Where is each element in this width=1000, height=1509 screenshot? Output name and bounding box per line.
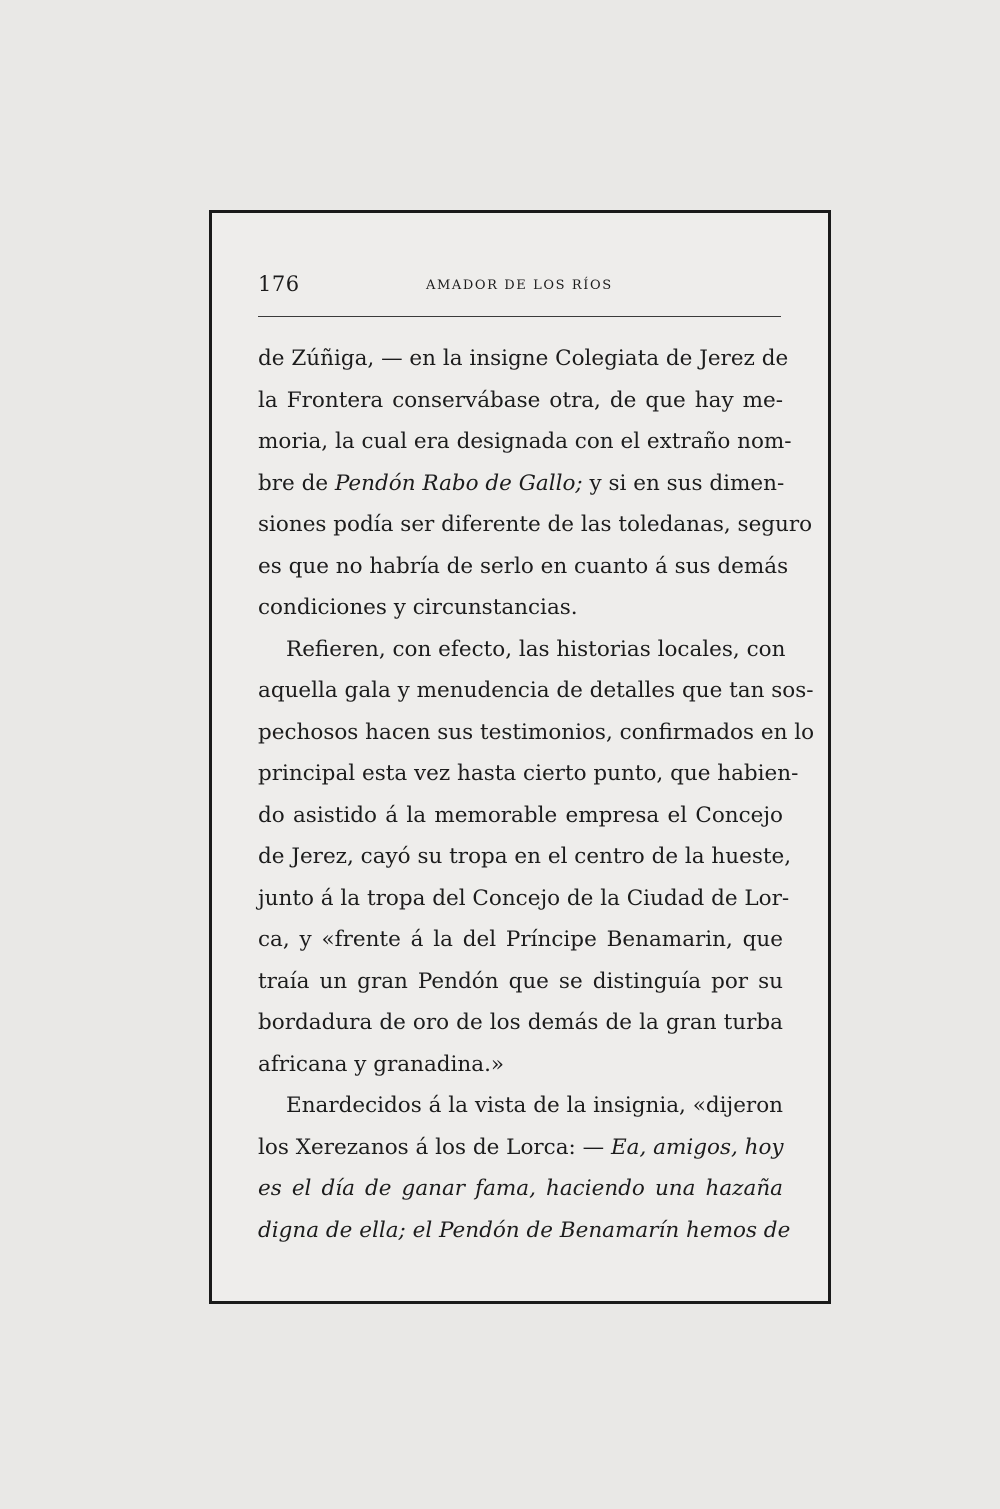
text-segment: y si en sus dimen- <box>582 470 785 496</box>
text-line: de Jerez, cayó su tropa en el centro de la hueste, <box>258 844 792 869</box>
text-line: condiciones y circunstancias. <box>258 595 578 620</box>
paragraph-first-line: Refieren, con efecto, las historias locales, con <box>286 636 786 662</box>
text-line <box>258 1127 783 1169</box>
text-line: moria, la cual era designada con el extraño nom- <box>258 429 792 454</box>
text-segment: los Xerezanos á los de Lorca: — <box>258 1134 611 1160</box>
header-rule <box>258 316 781 317</box>
text-line: junto á la tropa del Concejo de la Ciudad de Lor- <box>258 885 790 911</box>
running-title: AMADOR DE LOS RÍOS <box>426 278 613 293</box>
text-line: de Zúñiga, — en la insigne Colegiata de Jerez de <box>258 346 789 371</box>
italic-banner-name: Pendón Rabo de Gallo; <box>334 470 583 496</box>
text-line: ca, y «frente á la del Príncipe Benamarin, que <box>258 927 783 952</box>
paragraph-first-line: Enardecidos á la vista de la insignia, «dijeron <box>286 1093 783 1118</box>
page-number: 176 <box>258 272 300 296</box>
text-line: principal esta vez hasta cierto punto, que habien- <box>258 761 799 786</box>
text-line: siones podía ser diferente de las toledanas, seguro <box>258 512 813 537</box>
text-segment: bre de <box>258 470 335 496</box>
body-text <box>258 338 815 1251</box>
page-header <box>258 272 781 308</box>
text-line: traía un gran Pendón que se distinguía por su <box>258 968 783 994</box>
italic-quote-line: es el día de ganar fama, haciendo una hazaña <box>258 1176 783 1201</box>
text-line: pechosos hacen sus testimonios, confirmados en lo <box>258 719 815 745</box>
text-line: bordadura de oro de los demás de la gran turba <box>258 1010 783 1035</box>
italic-quote: Ea, amigos, hoy <box>610 1134 784 1160</box>
text-line <box>258 463 783 505</box>
text-line: africana y granadina.» <box>258 1051 505 1077</box>
text-line: es que no habría de serlo en cuanto á sus demás <box>258 553 789 579</box>
italic-quote-line: digna de ella; el Pendón de Benamarín hemos de <box>258 1217 791 1243</box>
text-line: do asistido á la memorable empresa el Concejo <box>258 802 783 828</box>
text-line: la Frontera conservábase otra, de que hay me- <box>258 387 783 413</box>
text-line: aquella gala y menudencia de detalles que tan sos- <box>258 678 814 703</box>
